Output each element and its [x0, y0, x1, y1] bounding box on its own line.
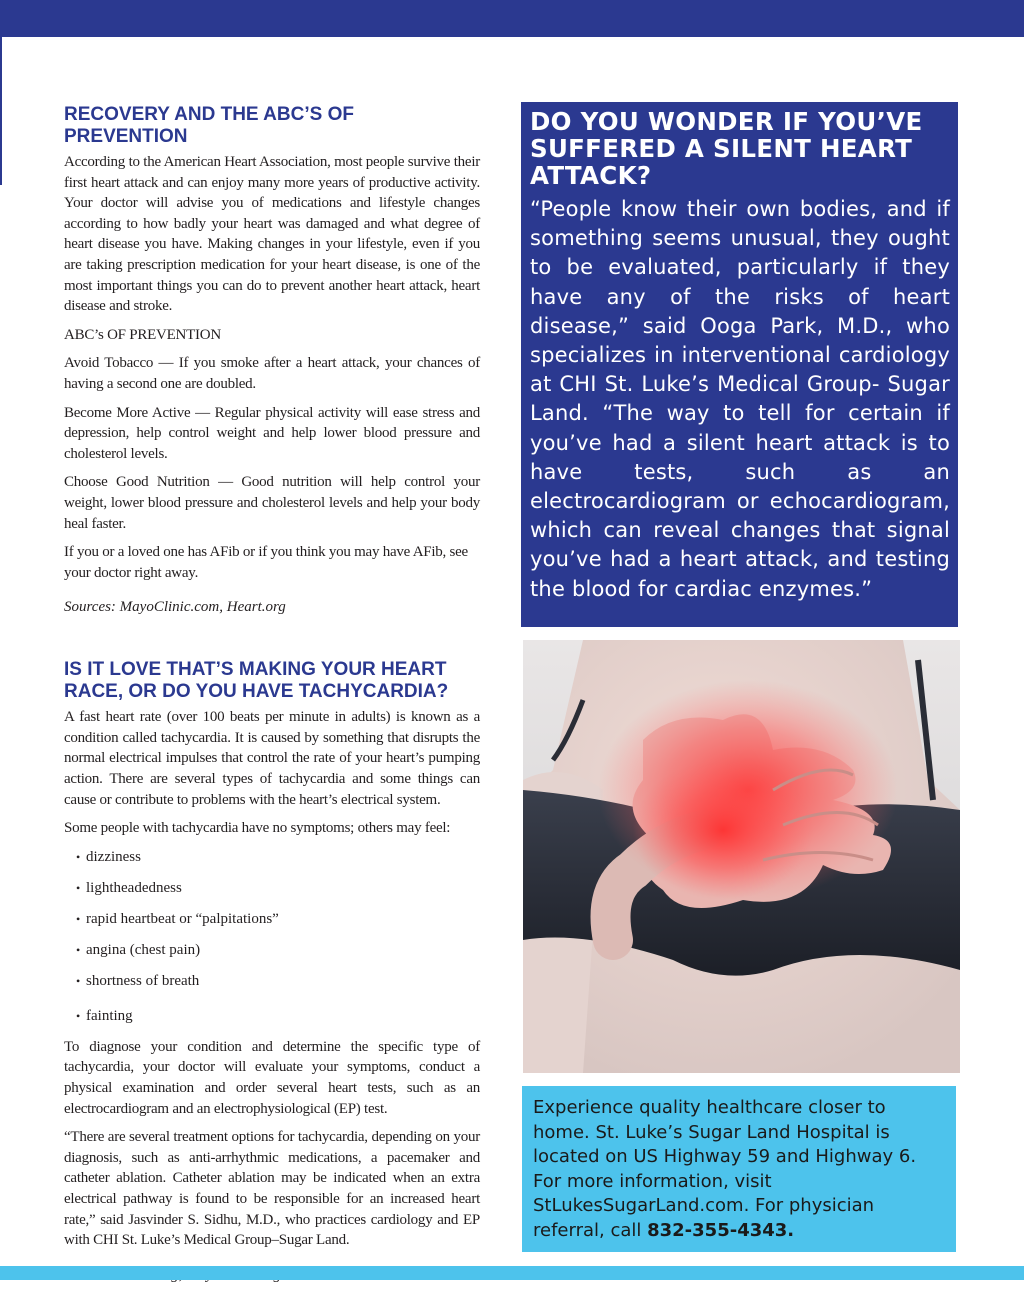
- treatment-paragraph: “There are several treatment options for tachycardia, depending on your diagnosis, such as anti-arrhythmic medications, a pacemaker and catheter ablation. Catheter ablation may be indicated when an extra electrical pathway is found to be responsible for an increased heart rate,” said Jasvinder S. Sidhu, M.D., who practices cardiology and EP with CHI St. Luke’s Medical Group–Sugar Land.: [64, 1129, 480, 1249]
- bullet-icon: •: [76, 880, 81, 895]
- active-paragraph: Become More Active — Regular physical activity will ease stress and depression, help control weight and help lower blood pressure and cholesterol levels.: [64, 404, 480, 462]
- recovery-intro: According to the American Heart Association, most people survive their first heart attack and can enjoy many more years of productive activity. Your doctor will advise you of medications and lifestyle changes according to how badly your heart was damaged and what degree of heart disease you have. Making changes in your lifestyle, even if you are taking prescription medication for your heart disease, is one of the most important things you can do to prevent another heart attack, heart disease and stroke.: [64, 154, 480, 315]
- bottom-accent-bar: [0, 1266, 1024, 1280]
- chest-pain-illustration: [523, 640, 960, 1073]
- symptom-item: • dizziness: [76, 848, 141, 865]
- afib-paragraph: If you or a loved one has AFib or if you think you may have AFib, see your doctor right away.: [64, 544, 468, 581]
- silent-heart-attack-quote: “People know their own bodies, and if something seems unusual, they ought to be evaluated, particularly if they have any of the risks of heart disease,” said Ooga Park, M.D., who specializes in interventional cardiology at CHI St. Luke’s Medical Group- Sugar Land. “The way to tell for certain if you’ve had a silent heart attack is to have tests, such as an electrocardiogram or echocardiogram, which can reveal changes that signal you’ve had a heart attack, and testing the blood for cardiac enzymes.”: [530, 197, 950, 601]
- referral-phone: 832-355-4343.: [647, 1219, 795, 1241]
- recovery-sources: Sources: MayoClinic.com, Heart.org: [64, 599, 286, 616]
- hospital-info-box: [522, 1086, 956, 1252]
- silent-heart-attack-title: DO YOU WONDER IF YOU’VE SUFFERED A SILENT HEART ATTACK?: [530, 107, 923, 190]
- tachycardia-intro: A fast heart rate (over 100 beats per minute in adults) is known as a condition called tachycardia. It is caused by something that disrupts the normal electrical impulses that control the rate of your heart’s pumping action. There are several types of tachycardia and some things can cause or contribute to problems with the heart’s electrical system.: [64, 709, 480, 808]
- chest-pain-photo: [523, 640, 960, 1073]
- symptom-item: • fainting: [76, 1007, 133, 1024]
- symptom-item: • shortness of breath: [76, 972, 200, 989]
- top-banner-bar: [0, 0, 1024, 37]
- left-margin-rule: [0, 37, 2, 185]
- bullet-icon: •: [76, 849, 81, 864]
- diagnosis-paragraph: To diagnose your condition and determine the specific type of tachycardia, your doctor will evaluate your symptoms, conduct a physical examination and order several heart tests, such as an electrocardiogram and an electrophysiological (EP) test.: [64, 1038, 480, 1117]
- prevention-subheading: ABC’s OF PREVENTION: [64, 326, 221, 343]
- symptoms-lead: Some people with tachycardia have no symptoms; others may feel:: [64, 820, 451, 837]
- hospital-info-text: Experience quality healthcare closer to home. St. Luke’s Sugar Land Hospital is located on US Highway 59 and Highway 6. For more information, visit StLukesSugarLand.com. For physician referral, call: [533, 1097, 917, 1241]
- nutrition-paragraph: Choose Good Nutrition — Good nutrition will help control your weight, lower blood pressure and cholesterol levels and help your body heal faster.: [64, 474, 480, 532]
- symptom-item: • angina (chest pain): [76, 941, 201, 958]
- silent-heart-attack-box: [521, 102, 958, 627]
- tobacco-paragraph: Avoid Tobacco — If you smoke after a heart attack, your chances of having a second one are doubled.: [64, 355, 480, 392]
- symptoms-list: [64, 847, 480, 1026]
- bullet-icon: •: [76, 1008, 81, 1023]
- bullet-icon: •: [76, 942, 81, 957]
- bullet-icon: •: [76, 973, 81, 988]
- bullet-icon: •: [76, 911, 81, 926]
- recovery-heading: RECOVERY AND THE ABC’S OF PREVENTION: [64, 104, 354, 147]
- tachycardia-heading: IS IT LOVE THAT’S MAKING YOUR HEART RACE, OR DO YOU HAVE TACHYCARDIA?: [64, 659, 449, 703]
- symptom-item: • lightheadedness: [76, 879, 182, 896]
- symptom-item: • rapid heartbeat or “palpitations”: [76, 910, 279, 927]
- left-column: [64, 104, 480, 1285]
